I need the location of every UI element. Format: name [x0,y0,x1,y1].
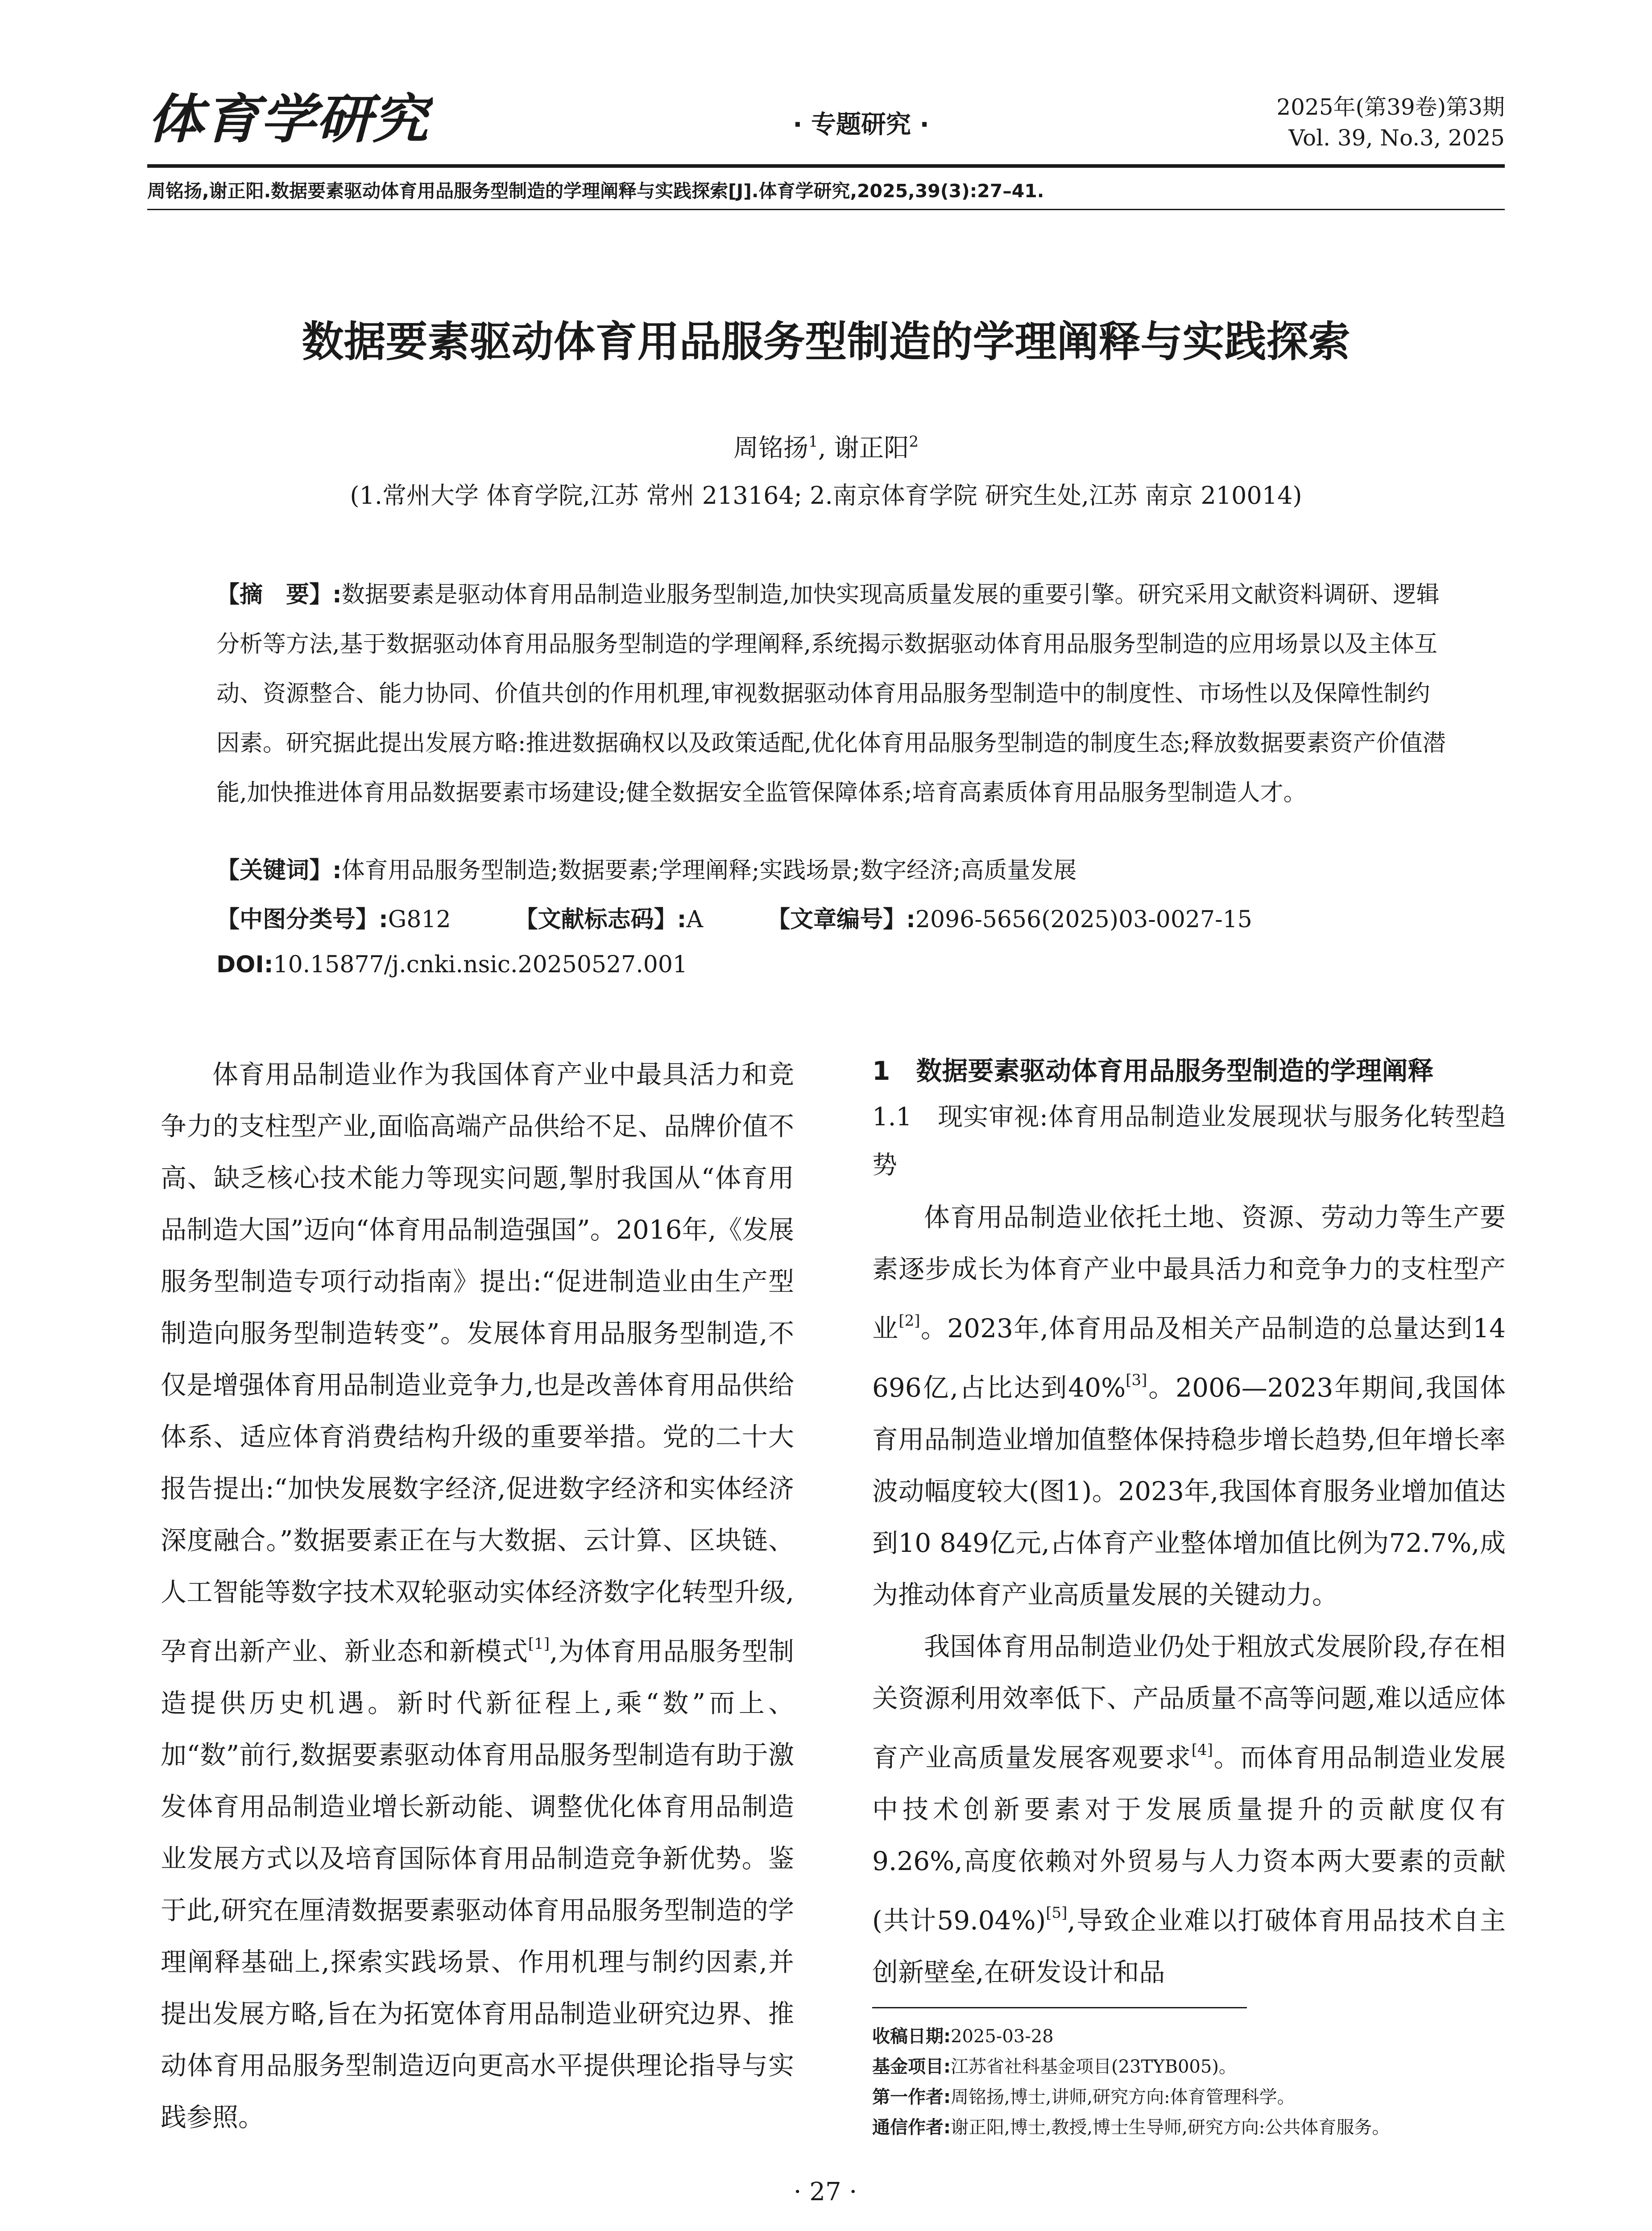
corresponding-text: 谢正阳,博士,教授,博士生导师,研究方向:公共体育服务。 [951,2117,1390,2138]
ref-4[interactable]: [4] [1191,1741,1213,1759]
para1-text-c: 。2006—2023年期间,我国体育用品制造业增加值整体保持稳步增长趋势,但年增长率波动幅度较大(图1)。2023年,我国体育服务业增加值达到10 849亿元,占体育产业整体增加值比例为72.7%,成为推动体育产业高质量发展的关键动力。 [872,1373,1506,1610]
doi-label: DOI: [216,951,273,978]
ref-3[interactable]: [3] [1126,1371,1147,1389]
abstract [216,570,1448,818]
clc-value: G812 [388,906,451,933]
authors [147,428,1505,464]
para2-text-a: 我国体育用品制造业仍处于粗放式发展阶段,存在相关资源利用效率低下、产品质量不高等问题,难以适应体育产业高质量发展客观要求 [872,1631,1506,1773]
received-label: 收稿日期: [872,2026,951,2047]
doc-code-label: 【文献标志码】: [514,906,687,933]
para2-text-c: ,导致企业难以打破体育用品技术自主创新壁垒,在研发设计和品 [872,1905,1506,1987]
ref-1[interactable]: [1] [528,1635,550,1653]
author-1: 周铭扬 [733,434,809,463]
author-1-sup: 1 [808,433,818,451]
article-title: 数据要素驱动体育用品服务型制造的学理阐释与实践探索 [302,318,1350,366]
footnotes [872,2021,1506,2143]
citation-line: 周铭扬,谢正阳.数据要素驱动体育用品服务型制造的学理阐释与实践探索[J].体育学研究,2025,39(3):27–41. [147,180,1044,202]
keywords-text: 体育用品服务型制造;数据要素;学理阐释;实践场景;数字经济;高质量发展 [341,857,1077,884]
citation-rule [147,209,1505,210]
author-separator: , [818,434,826,463]
header-rule [147,164,1505,168]
fund-text: 江苏省社科基金项目(23TYB005)。 [951,2057,1237,2077]
doi-line [216,951,687,978]
body-right-column [872,1049,1506,1998]
article-no-value: 2096-5656(2025)03-0027-15 [915,906,1252,933]
fund-label: 基金项目: [872,2057,951,2077]
intro-text-a: 体育用品制造业作为我国体育产业中最具活力和竞争力的支柱型产业,面临高端产品供给不足、品牌价值不高、缺乏核心技术能力等现实问题,掣肘我国从“体育用品制造大国”迈向“体育用品制造强国”。2016年,《发展服务型制造专项行动指南》提出:“促进制造业由生产型制造向服务型制造转变”。发展体育用品服务型制造,不仅是增强体育用品制造业竞争力,也是改善体育用品供给体系、适应体育消费结构升级的重要举措。党的二十大报告提出:“加快发展数字经济,促进数字经济和实体经济深度融合。”数据要素正在与大数据、云计算、区块链、人工智能等数字技术双轮驱动实体经济数字化转型升级,孕育出新产业、新业态和新模式 [161,1059,794,1667]
received-date: 2025-03-28 [951,2026,1054,2047]
author-2: 谢正阳 [834,434,909,463]
para1-text-b: 。2023年,体育用品及相关产品制造的总量达到14 696亿,占比达到40% [872,1313,1506,1403]
paragraph-1 [872,1191,1506,1621]
issue-cn: 2025年(第39卷)第3期 [1276,94,1505,120]
classification-line [216,900,1252,934]
journal-logo-text: 体育学研究 [147,88,433,150]
abstract-text: 数据要素是驱动体育用品制造业服务型制造,加快实现高质量发展的重要引擎。研究采用文献资料调研、逻辑分析等方法,基于数据驱动体育用品服务型制造的学理阐释,系统揭示数据驱动体育用品服务型制造的应用场景以及主体互动、资源整合、能力协同、价值共创的作用机理,审视数据驱动体育用品服务型制造中的制度性、市场性以及保障性制约因素。研究据此提出发展方略:推进数据确权以及政策适配,优化体育用品服务型制造的制度生态;释放数据要素资产价值潜能,加快推进体育用品数据要素市场建设;健全数据安全监管保障体系;培育高素质体育用品服务型制造人才。 [216,581,1446,806]
ref-2[interactable]: [2] [898,1312,920,1330]
abstract-label: 【摘 要】: [216,581,342,608]
journal-logo [147,85,433,152]
footnote-corresponding [872,2112,1506,2143]
page-number: · 27 · [793,2177,857,2206]
first-author-label: 第一作者: [872,2087,951,2107]
footnote-first-author [872,2082,1506,2112]
clc-label: 【中图分类号】: [216,906,388,933]
intro-text-b: ,为体育用品服务型制造提供历史机遇。新时代新征程上,乘“数”而上、加“数”前行,数据要素驱动体育用品服务型制造有助于激发体育用品制造业增长新动能、调整优化体育用品制造业发展方式以及培育国际体育用品制造竞争新优势。鉴于此,研究在厘清数据要素驱动体育用品服务型制造的学理阐释基础上,探索实践场景、作用机理与制约因素,并提出发展方略,旨在为拓宽体育用品制造业研究边界、推动体育用品服务型制造迈向更高水平提供理论指导与实践参照。 [161,1636,794,2132]
paragraph-2 [872,1621,1506,1998]
intro-paragraph [161,1049,794,2143]
doc-code-value: A [686,906,704,933]
section-heading-1: 1 数据要素驱动体育用品服务型制造的学理阐释 [872,1056,1434,1086]
keywords-label: 【关键词】: [216,857,342,884]
affiliations: (1.常州大学 体育学院,江苏 常州 213164; 2.南京体育学院 研究生处,江苏 南京 210014) [350,481,1302,510]
issue-en: Vol. 39, No.3, 2025 [1288,125,1505,151]
footnote-rule [872,2007,1247,2008]
footnote-fund [872,2052,1506,2082]
section-tag: · 专题研究 · [793,110,929,139]
subsection-heading-1-1: 1.1 现实审视:体育用品制造业发展现状与服务化转型趋势 [872,1103,1506,1180]
article-no-label: 【文章编号】: [767,906,915,933]
body-left-column [161,1049,794,2143]
para2-text-b: 。而体育用品制造业发展中技术创新要素对于发展质量提升的贡献度仅有9.26%,高度依赖对外贸易与人力资本两大要素的贡献(共计59.04%) [872,1742,1506,1936]
author-2-sup: 2 [909,433,919,451]
keywords [216,851,1076,885]
first-author-text: 周铭扬,博士,讲师,研究方向:体育管理科学。 [951,2087,1295,2107]
doi-link[interactable]: 10.15877/j.cnki.nsic.20250527.001 [273,951,687,978]
footnote-received [872,2021,1506,2052]
ref-5[interactable]: [5] [1046,1904,1068,1922]
corresponding-label: 通信作者: [872,2117,951,2138]
para1-text-a: 体育用品制造业依托土地、资源、劳动力等生产要素逐步成长为体育产业中最具活力和竞争力的支柱型产业 [872,1202,1506,1344]
